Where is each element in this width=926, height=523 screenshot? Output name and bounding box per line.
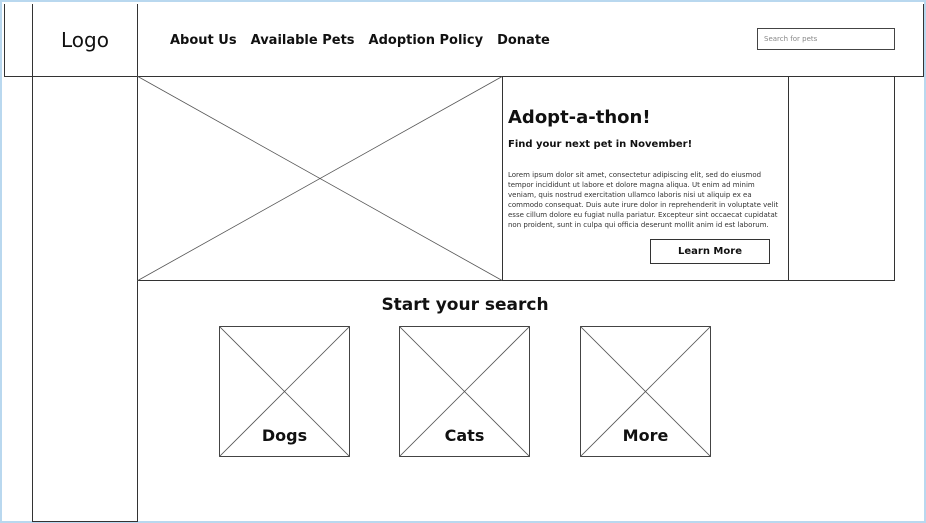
left-sidebar-column xyxy=(32,4,138,522)
search-input[interactable] xyxy=(757,28,895,50)
category-label: Cats xyxy=(444,426,485,445)
category-card-cats[interactable] xyxy=(399,326,530,457)
nav-adoption-policy[interactable]: Adoption Policy xyxy=(368,33,484,48)
hero-image-placeholder xyxy=(137,76,503,281)
category-label: Dogs xyxy=(261,426,308,445)
main-nav xyxy=(170,33,564,51)
section-title: Start your search xyxy=(381,295,549,315)
nav-donate[interactable]: Donate xyxy=(497,33,550,48)
category-card-more[interactable] xyxy=(580,326,711,457)
hero-title: Adopt-a-thon! xyxy=(508,107,651,128)
logo[interactable]: Logo xyxy=(61,28,109,52)
hero-body-text: Lorem ipsum dolor sit amet, consectetur adipiscing elit, sed do eiusmod tempor incididunt ut labore et dolore magna aliqua. Ut enim ad minim veniam, quis nostrud exercitation ullamco laboris nisi ut aliquip ex ea commodo consequat. Duis aute irure dolor in reprehenderit in voluptate velit esse cillum dolore eu fugiat nulla pariatur. Excepteur sint occaecat cupidatat non proident, sunt in culpa qui officia deserunt mollit anim id est laborum. xyxy=(508,171,779,229)
category-label: More xyxy=(622,426,669,445)
category-card-dogs[interactable] xyxy=(219,326,350,457)
hero-right-divider xyxy=(788,76,789,281)
nav-available-pets[interactable]: Available Pets xyxy=(250,33,355,48)
image-placeholder-icon xyxy=(137,76,503,281)
learn-more-button[interactable]: Learn More xyxy=(650,239,770,264)
nav-about-us[interactable]: About Us xyxy=(170,33,237,48)
hero-subtitle: Find your next pet in November! xyxy=(508,139,693,150)
